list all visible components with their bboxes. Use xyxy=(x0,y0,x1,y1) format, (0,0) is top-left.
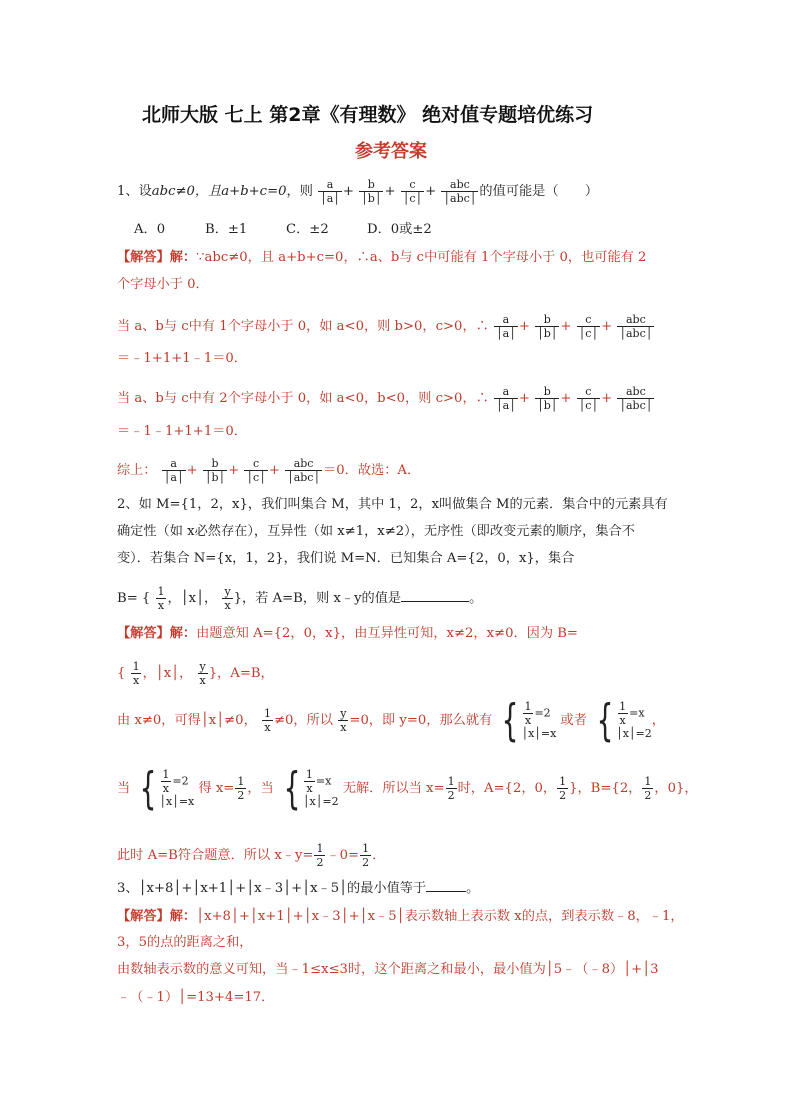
q3-answer-line1: 【解答】解：│x+8│+│x+1│+│x﹣3│+│x﹣5│表示数轴上表示数 x的点，到表示数﹣8，﹣1， xyxy=(117,909,684,924)
q1-option-d: D．0或±2 xyxy=(367,222,432,237)
q2-answer-line1: 【解答】解：由题意知 A={2，0，x}，由互异性可知，x≠2，x≠0．因为 B= xyxy=(117,626,578,641)
frac-b-abs-b: $\frac{b}{│b│}$ xyxy=(361,178,382,205)
system-1: { $\frac{1}{x}$ =2 │x│=x xyxy=(502,694,557,746)
q1-summary: 综上： $\frac{a}{│a│}$ + $\frac{b}{│b│}$ + $\frac{c}{│c│}$ + $\frac{\text{abc}}{\text{│abc│}}$ ＝0．故选：A． xyxy=(117,457,421,484)
q2-answer-blank xyxy=(401,601,469,602)
q2-answer-line3: 由 x≠0，可得│x│≠0， $\frac{1}{x}$ ≠0，所以 $\frac{y}{x}$ =0，即 y=0，那么就有 { $\frac{1}{x}$ =2 │x│=x 或者 { $\frac{1}{x}$ =x │x│=2 ， xyxy=(117,694,665,746)
system-2: { $\frac{1}{x}$ =x │x│=2 xyxy=(596,694,652,746)
frac-a-abs-a: $\frac{a}{│a│}$ xyxy=(320,178,340,205)
q2-stem-line2: 确定性（如 x必然存在），互异性（如 x≠1，x≠2），无序性（即改变元素的顺序，集合不 xyxy=(117,524,635,539)
q3-stem: 3、│x+8│+│x+1│+│x﹣3│+│x﹣5│的最小值等于 。 xyxy=(117,881,480,896)
q1-option-c: C．±2 xyxy=(286,222,329,237)
q1-case1: 当 a、b与 c中有 1个字母小于 0，如 a<0，则 b>0，c>0，∴ $\frac{a}{│a│}$ + $\frac{b}{│b│}$ + $\frac{c}{│c│}$ + $\frac{\text{abc}}{\text{│abc│}}$ xyxy=(117,313,653,340)
q1-case2: 当 a、b与 c中有 2个字母小于 0，如 a<0，b<0，则 c>0，∴ $\frac{a}{│a│}$ + $\frac{b}{│b│}$ + $\frac{c}{│c│}$ + $\frac{\text{abc}}{\text{│abc│}}$ xyxy=(117,385,653,412)
answer-subtitle: 参考答案 xyxy=(355,141,427,162)
q2-stem-line1: 2、如 M={1，2，x}，我们叫集合 M，其中 1，2，x叫做集合 M的元素．集合中的元素具有 xyxy=(117,497,668,512)
q3-answer-line2: 3，5的点的距离之和， xyxy=(117,935,253,950)
q2-stem-line4: B= { $\frac{1}{x}$ ，│x│， $\frac{y}{x}$ }，若 A=B，则 x﹣y的值是 。 xyxy=(117,585,483,612)
q2-stem-line3: 变）．若集合 N={x，1，2}，我们说 M=N．已知集合 A={2，0，x}，集合 xyxy=(117,551,575,566)
q1-answer-line1: 【解答】解：∵abc≠0，且 a+b+c=0，∴a、b与 c中可能有 1个字母小于 0，也可能有 2 xyxy=(117,250,647,265)
q1-stem: 1、设abc≠0，且a+b+c=0，则 $\frac{a}{│a│}$ + $\frac{b}{│b│}$ + $\frac{c}{│c│}$ + $\frac{\text{abc}}{\text{│abc│}}$ 的值可能是（ ） xyxy=(117,178,599,205)
q3-answer-line3: 由数轴表示数的意义可知，当﹣1≤x≤3时，这个距离之和最小，最小值为│5﹣（﹣8）│+│3 xyxy=(117,962,659,977)
q1-answer-line2: 个字母小于 0． xyxy=(117,277,209,292)
q1-case1-result: ＝﹣1+1+1﹣1＝0． xyxy=(117,351,247,366)
frac-c-abs-c: $\frac{c}{│c│}$ xyxy=(402,178,423,205)
q2-answer-line2: { $\frac{1}{x}$ ，│x│， $\frac{y}{x}$ }，A=B， xyxy=(117,660,274,687)
q2-answer-line4: 当 { $\frac{1}{x}$ =2 │x│=x 得 x= $\frac{1}{2}$ ，当 { $\frac{1}{x}$ =x │x│=2 无解．所以当 x= $\frac{1}{2}$ 时，A={2，0， $\frac{1}{2}$ }，B={2， $\frac{1}{2}$ ，0}， xyxy=(117,762,698,814)
q2-answer-line5: 此时 A=B符合题意．所以 x﹣y= $\frac{1}{2}$ ﹣0= $\frac{1}{2}$ ． xyxy=(117,842,386,869)
page-title: 北师大版 七上 第2章《有理数》 绝对值专题培优练习 xyxy=(142,104,594,126)
frac-abc-abs-abc: $\frac{\text{abc}}{\text{│abc│}}$ xyxy=(443,178,477,205)
q1-case2-result: ＝﹣1﹣1+1+1＝0． xyxy=(117,424,247,439)
q1-option-b: B．±1 xyxy=(205,222,248,237)
q1-option-a: A．0 xyxy=(134,222,166,237)
q3-answer-blank xyxy=(426,891,466,892)
q3-answer-line4: ﹣（﹣1）│=13+4=17． xyxy=(117,990,275,1005)
